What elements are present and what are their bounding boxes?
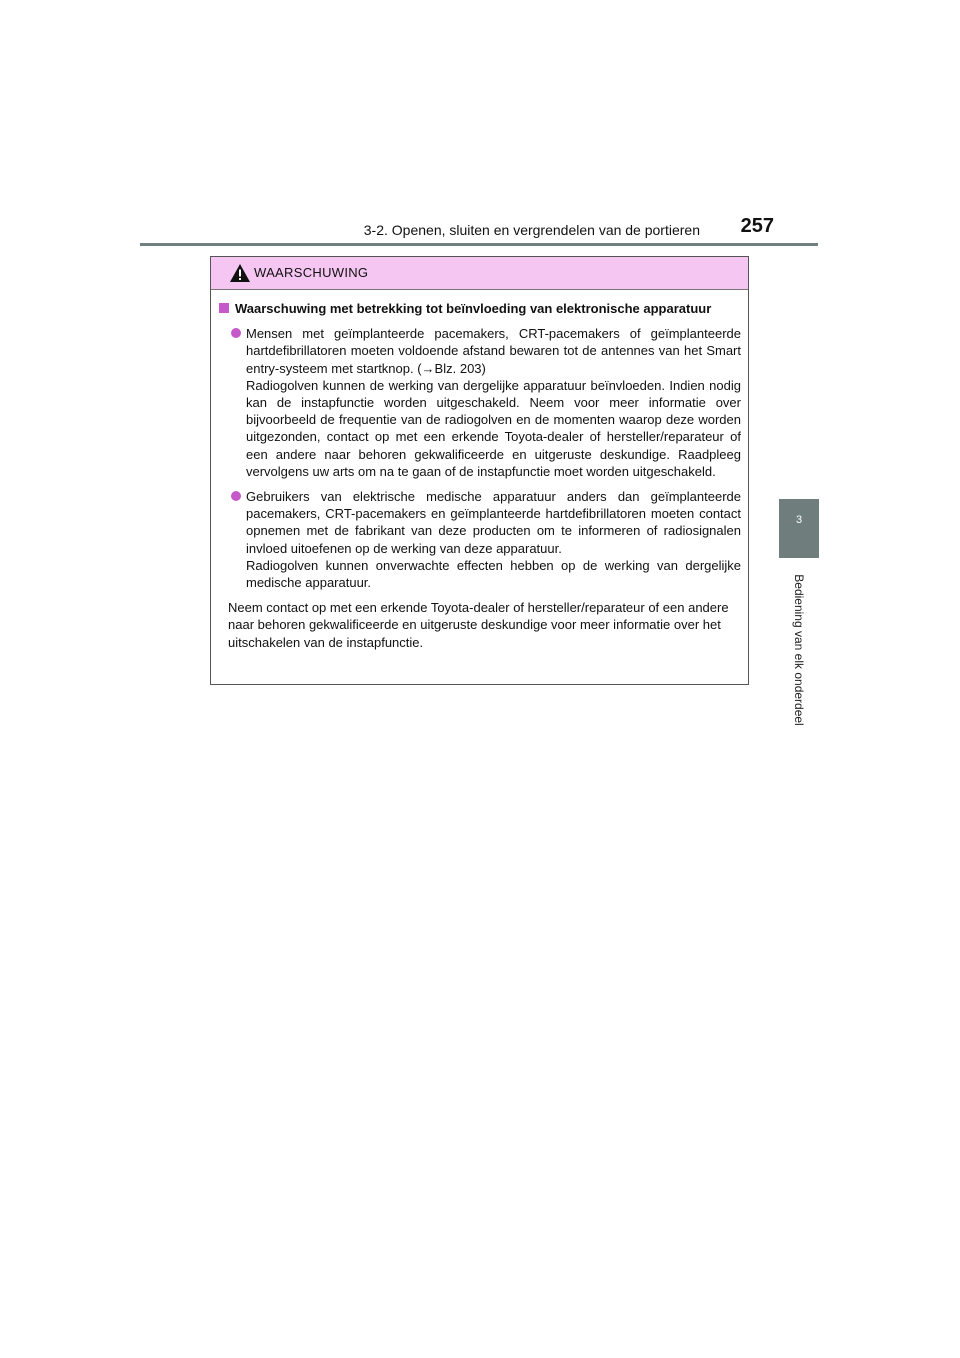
bullet-2-paragraph-1: Gebruikers van elektrische medische apparatuur anders dan geïmplanteerde pacemakers, CRT-pacemakers en geïmplanteerde hartdefibrillatoren moeten contact opnemen met de fabrikant van deze producten om te informeren of radiosignalen invloed uitoefenen op de werking van deze apparatuur. bbox=[246, 489, 741, 556]
warning-body bbox=[211, 290, 748, 651]
bullet-1-paragraph-1: Mensen met geïmplanteerde pacemakers, CRT-pacemakers of geïmplanteerde hartdefibrillatoren moeten voldoende afstand bewaren tot de antennes van het Smart entry-systeem met startknop. (→Blz. 203) bbox=[246, 326, 741, 376]
warning-header bbox=[211, 257, 748, 290]
chapter-label: Bediening van elk onderdeel bbox=[792, 574, 806, 726]
warning-heading-text: Waarschuwing met betrekking tot beïnvloeding van elektronische apparatuur bbox=[235, 301, 712, 316]
bullet-2-paragraph-2: Radiogolven kunnen onverwachte effecten hebben op de werking van dergelijke medische apparatuur. bbox=[246, 557, 741, 591]
chapter-number: 3 bbox=[795, 514, 803, 526]
warning-box bbox=[210, 256, 749, 685]
round-bullet-icon bbox=[231, 328, 241, 338]
chapter-tab bbox=[779, 499, 819, 558]
header-rule bbox=[140, 243, 818, 246]
warning-title: WAARSCHUWING bbox=[254, 265, 369, 280]
bullet-item-1 bbox=[231, 325, 741, 480]
square-bullet-icon bbox=[219, 303, 229, 313]
bullet-item-2 bbox=[231, 488, 741, 591]
page-number: 257 bbox=[740, 215, 774, 237]
round-bullet-icon bbox=[231, 491, 241, 501]
bullet-1-paragraph-2: Radiogolven kunnen de werking van dergelijke apparatuur beïnvloeden. Indien nodig kan de instapfunctie worden uitgeschakeld. Neem voor meer informatie over bijvoorbeeld de frequentie van de radiogolven en de momenten waarop deze worden uitgezonden, contact op met een erkende Toyota-dealer of hersteller/reparateur of een andere naar behoren gekwalificeerde en uitgeruste deskundige. Raadpleeg vervolgens uw arts om na te gaan of de instapfunctie moet worden uitgeschakeld. bbox=[246, 377, 741, 479]
final-note: Neem contact op met een erkende Toyota-dealer of hersteller/reparateur of een andere naar behoren gekwalificeerde en uitgeruste deskundige voor meer informatie over het uitschakelen van de instapfunctie. bbox=[228, 600, 729, 650]
warning-heading bbox=[218, 300, 741, 317]
section-title: 3-2. Openen, sluiten en vergrendelen van de portieren bbox=[363, 222, 700, 238]
warning-triangle-icon bbox=[229, 263, 251, 283]
